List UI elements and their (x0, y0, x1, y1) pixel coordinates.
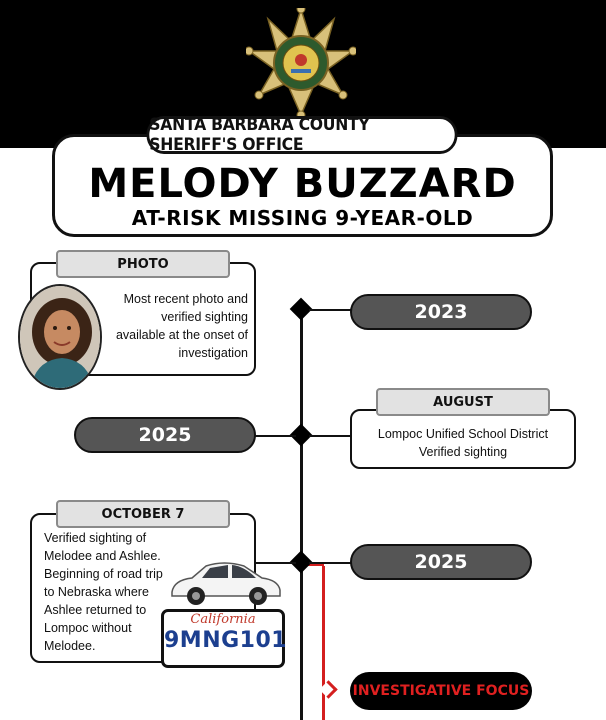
connector (254, 435, 296, 437)
august-card-text: Lompoc Unified School District Verified sighting (377, 427, 549, 459)
year-badge-2023: 2023 (350, 294, 532, 330)
october-label: OCTOBER 7 (56, 500, 230, 528)
car-icon (166, 552, 284, 610)
page-title: MELODY BUZZARD (88, 161, 517, 207)
plate-state: California (190, 612, 256, 627)
page-subtitle: AT-RISK MISSING 9-YEAR-OLD (131, 206, 474, 230)
october-card-text: Verified sighting of Melodee and Ashlee. Beginning of road trip to Nebraska where Ashlee returned to Lompoc without Melodee. (44, 531, 163, 653)
license-plate (161, 609, 288, 668)
connector (309, 562, 351, 564)
august-card (350, 409, 576, 469)
photo-label: PHOTO (56, 250, 230, 278)
plate-number: 9MNG101 (164, 628, 288, 653)
year-badge-2025: 2025 (74, 417, 256, 453)
connector (309, 309, 351, 311)
connector (309, 435, 351, 437)
investigative-focus-label: INVESTIGATIVE FOCUS (350, 672, 532, 710)
year-badge-2025: 2025 (350, 544, 532, 580)
focus-line (322, 566, 325, 720)
photo-card-text: Most recent photo and verified sighting available at the onset of investigation (115, 292, 248, 360)
timeline-line (300, 300, 303, 720)
agency-label: SANTA BARBARA COUNTY SHERIFF'S OFFICE (147, 116, 458, 154)
august-label: AUGUST (376, 388, 550, 416)
sheriff-badge-logo (246, 8, 356, 118)
missing-child-photo (18, 284, 102, 390)
